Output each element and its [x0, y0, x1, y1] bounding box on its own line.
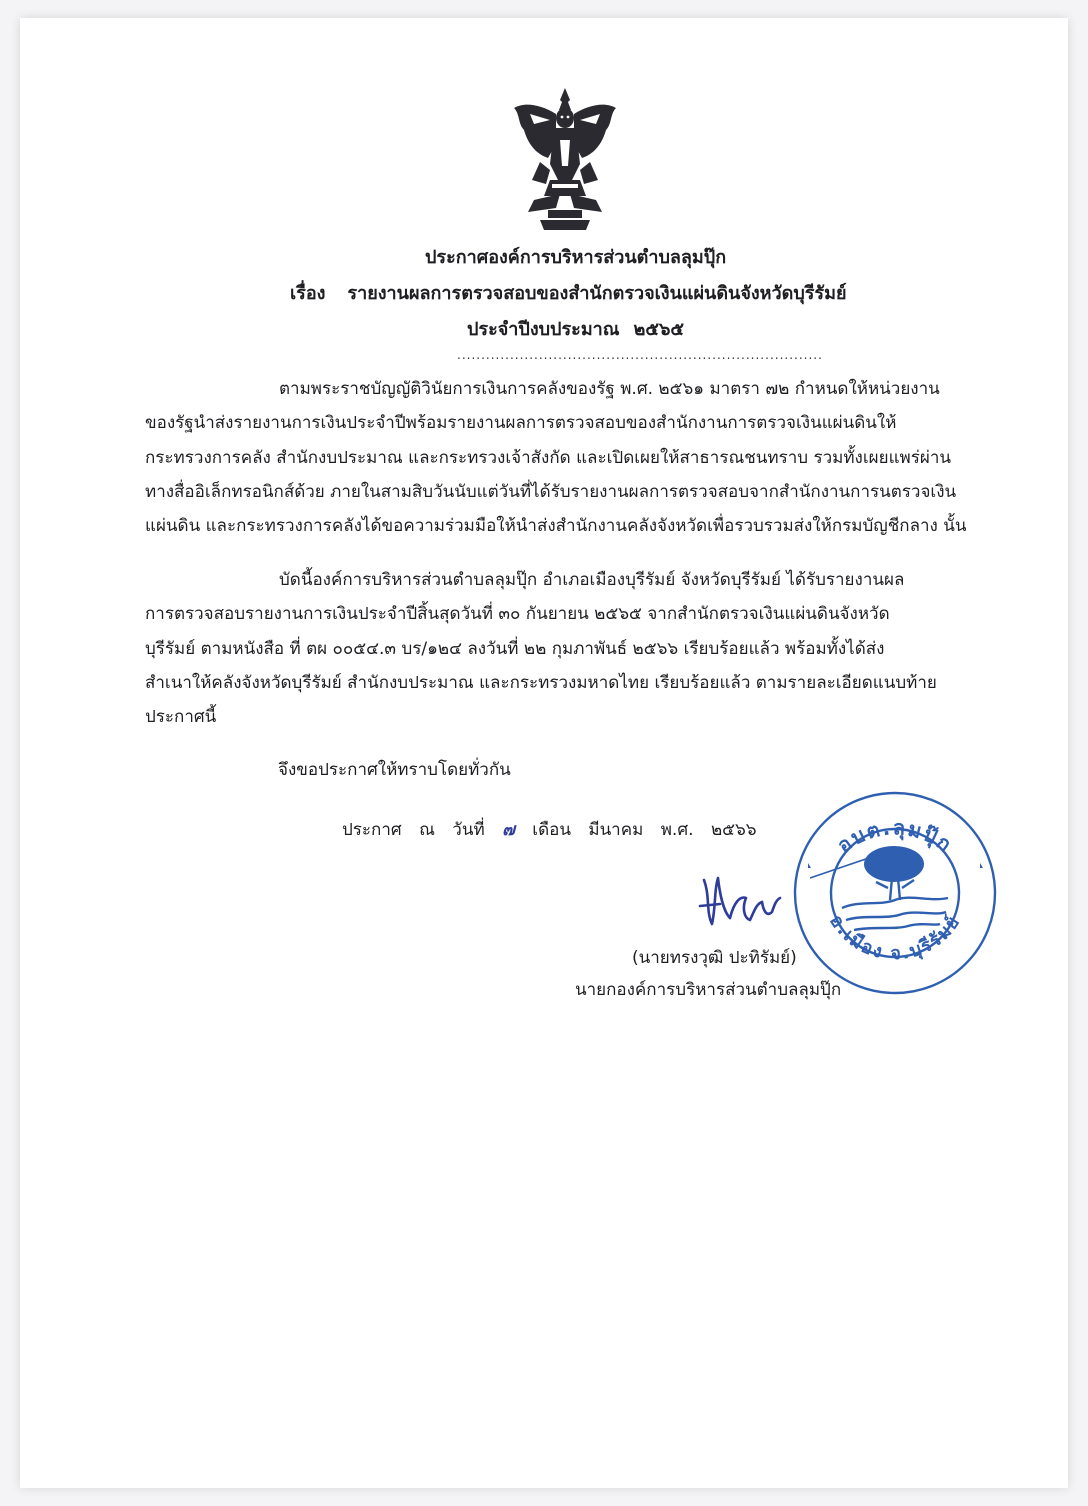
announcement-subject-line — [290, 278, 847, 307]
paragraph-line: บัดนี้องค์การบริหารส่วนตำบลลุมปุ๊ก อำเภอเมืองบุรีรัมย์ จังหวัดบุรีรัมย์ ได้รับรายงานผล — [279, 570, 905, 590]
document-page — [20, 18, 1068, 1488]
date-year: ๒๕๖๖ — [710, 820, 757, 840]
paragraph-line: ตามพระราชบัญญัติวินัยการเงินการคลังของรัฐ พ.ศ. ๒๕๖๑ มาตรา ๗๒ กำหนดให้หน่วยงาน — [279, 379, 940, 399]
date-day-label: วันที่ — [452, 820, 485, 840]
paragraph-line: บุรีรัมย์ ตามหนังสือ ที่ ตผ ๐๐๕๔.๓ บร/๑๒๔ ลงวันที่ ๒๒ กุมภาพันธ์ ๒๕๖๖ เรียบร้อยแล้ว พร้อมทั้งได้ส่ง — [145, 638, 885, 659]
svg-text:อ.เมือง จ.บุรีรัมย์ — [825, 911, 965, 965]
paragraph-line: แผ่นดิน และกระทรวงการคลังได้ขอความร่วมมือให้นำส่งสำนักงานคลังจังหวัดเพื่อรวบรวมส่งให้กรมบัญชีกลาง นั้น — [145, 516, 967, 537]
paragraph-line: การตรวจสอบรายงานการเงินประจำปีสิ้นสุดวันที่ ๓๐ กันยายน ๒๕๖๕ จากสำนักตรวจเงินแผ่นดินจังหวัด — [145, 604, 890, 625]
fiscal-label: ประจำปีงบประมาณ — [467, 319, 620, 340]
date-at: ณ — [419, 820, 435, 840]
handwritten-signature — [690, 866, 830, 936]
closing-statement: จึงขอประกาศให้ทราบโดยทั่วกัน — [278, 760, 511, 780]
subject-label: เรื่อง — [290, 283, 326, 304]
date-day: ๗ — [502, 820, 515, 840]
date-month-label: เดือน — [532, 820, 571, 840]
signatory-name: (นายทรงวุฒิ ปะทิรัมย์) — [632, 948, 797, 968]
fiscal-year-line — [467, 314, 684, 343]
announcement-title: ประกาศองค์การบริหารส่วนตำบลลุมปุ๊ก — [425, 247, 727, 268]
paragraph-line: ประกาศนี้ — [145, 707, 217, 728]
paragraph-line: สำเนาให้คลังจังหวัดบุรีรัมย์ สำนักงบประมาณ และกระทรวงมหาดไทย เรียบร้อยแล้ว ตามรายละเอียดแนบท้าย — [145, 672, 937, 693]
subject-text: รายงานผลการตรวจสอบของสำนักตรวจเงินแผ่นดินจังหวัดบุรีรัมย์ — [347, 283, 847, 304]
garuda-emblem — [510, 84, 620, 234]
paragraph-1 — [145, 372, 1023, 543]
paragraph-2 — [145, 563, 1023, 734]
paragraph-line: กระทรวงการคลัง สำนักงบประมาณ และกระทรวงเจ้าสังกัด และเปิดเผยให้สาธารณชนทราบ รวมทั้งเผยแพร่ผ่าน — [145, 447, 951, 468]
signatory-position: นายกองค์การบริหารส่วนตำบลลุมปุ๊ก — [575, 980, 842, 1000]
paragraph-line: ของรัฐนำส่งรายงานการเงินประจำปีพร้อมรายงานผลการตรวจสอบของสำนักงานการตรวจเงินแผ่นดินให้ — [145, 413, 897, 434]
date-era: พ.ศ. — [660, 820, 694, 840]
announcement-date — [342, 816, 769, 843]
title-divider: ............................................................................ — [457, 348, 823, 362]
paragraph-line: ทางสื่ออิเล็กทรอนิกส์ด้วย ภายในสามสิบวันนับแต่วันที่ได้รับรายงานผลการตรวจสอบจากสำนักงานการนตรวจเงิน — [145, 481, 957, 502]
date-month: มีนาคม — [588, 820, 644, 840]
date-prefix: ประกาศ — [342, 820, 402, 840]
stamp-bottom-text: อ.เมือง จ.บุรีรัมย์ — [825, 911, 965, 965]
fiscal-year: ๒๕๖๕ — [633, 319, 685, 340]
stamp-top-text: อบต.ลุมปุ๊ก — [832, 815, 958, 858]
